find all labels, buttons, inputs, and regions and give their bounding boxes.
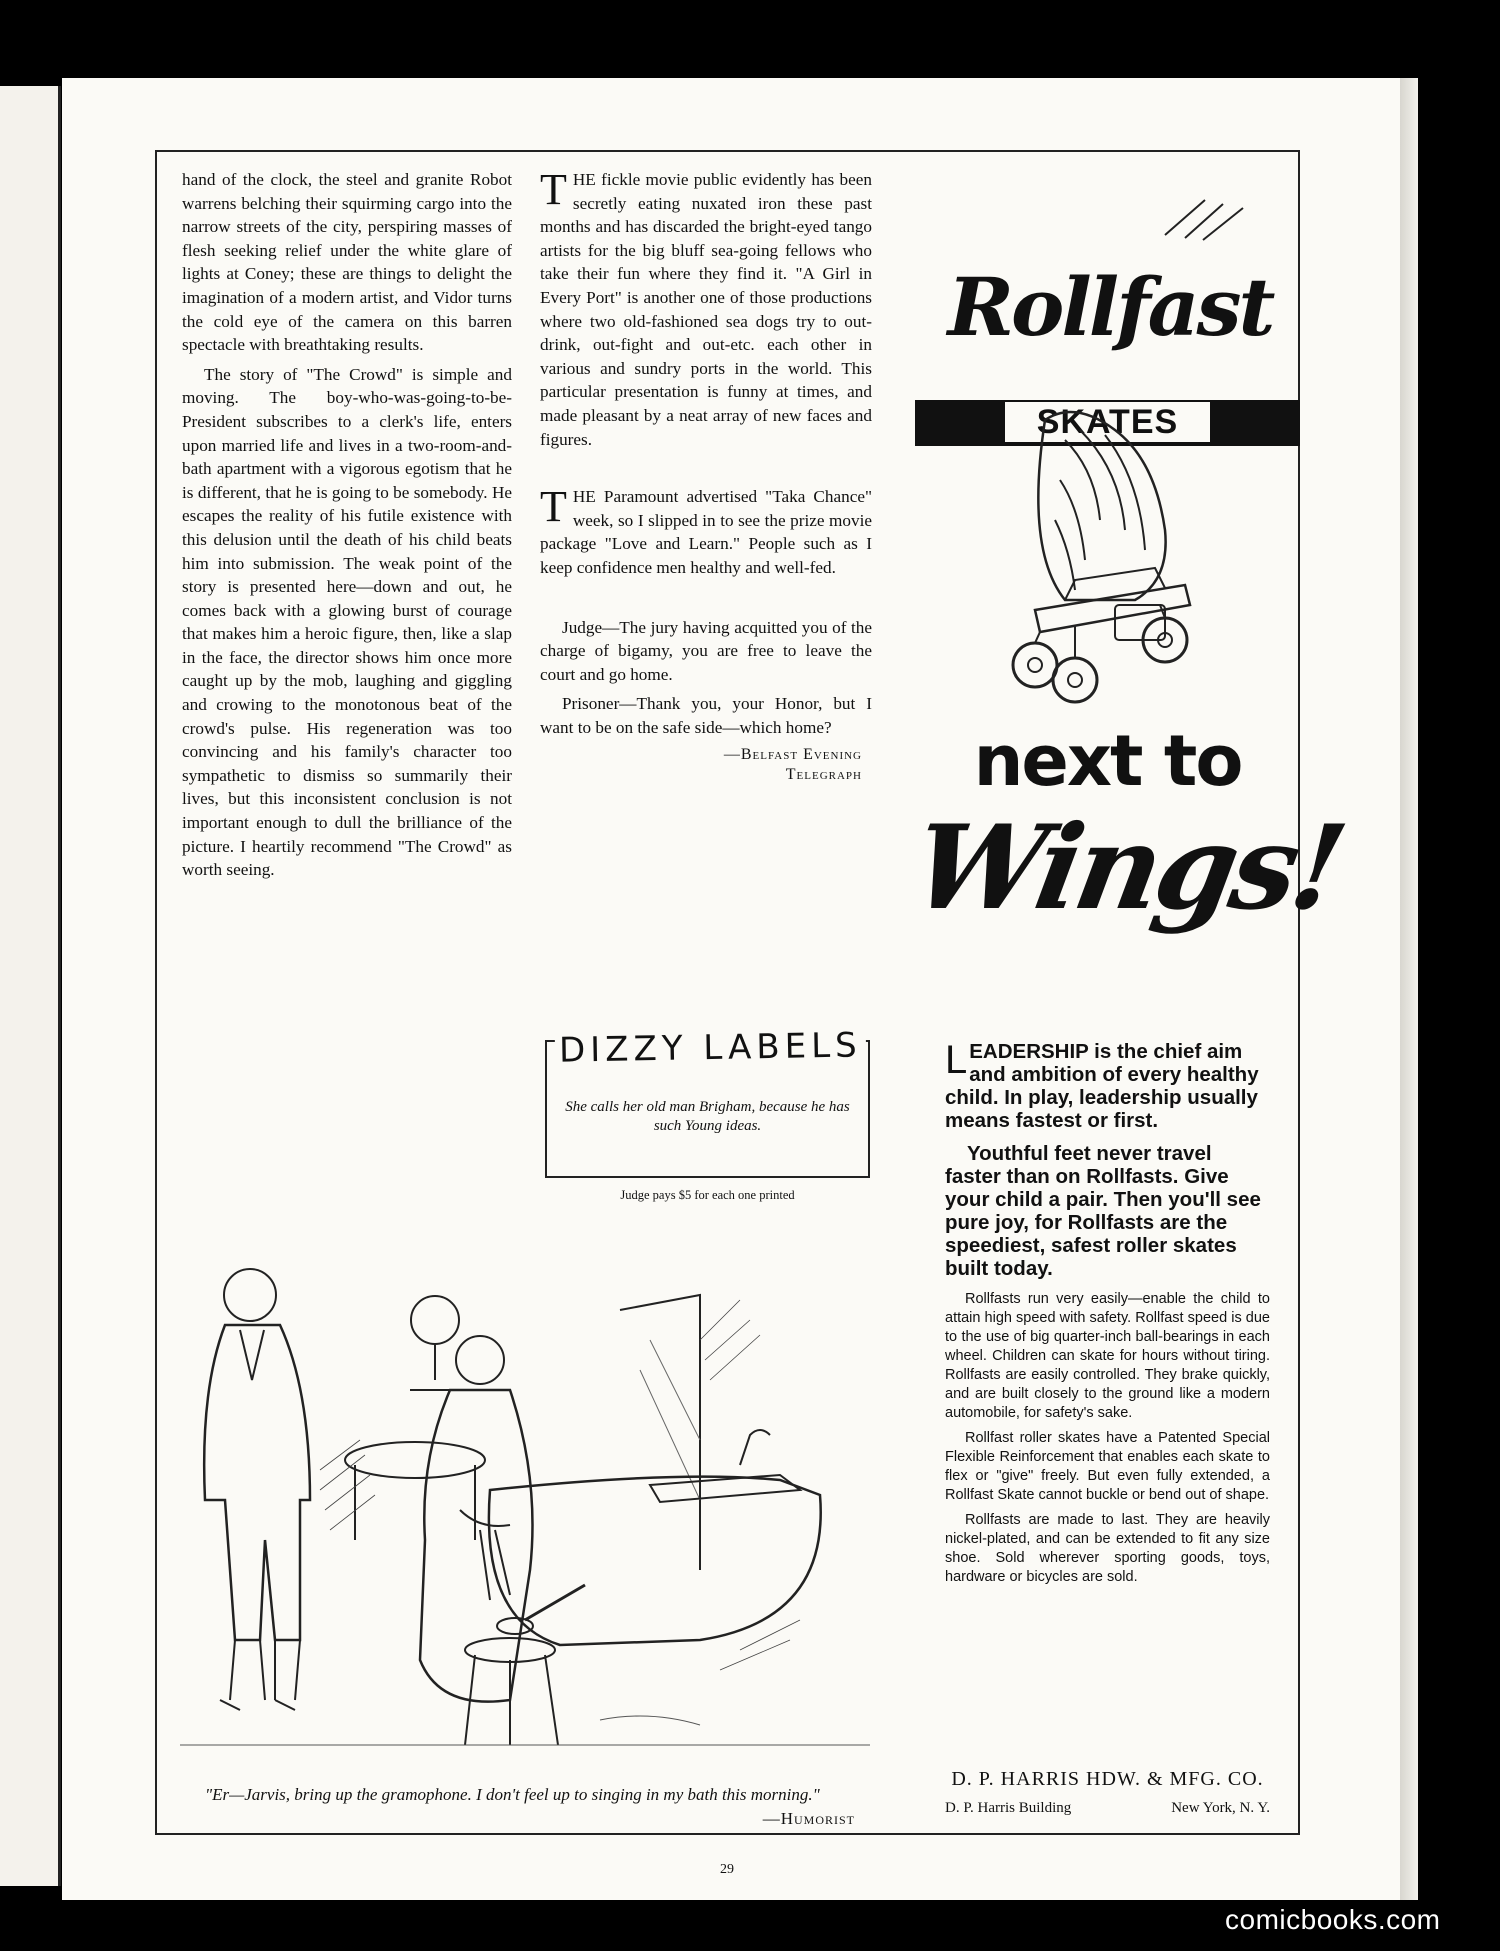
brand-logo: Rollfast [947,260,1273,354]
facing-page-edge [0,86,61,1886]
article-paragraph: hand of the clock, the steel and granite Robot warrens belching their squirming cargo into the narrow streets of the city, perspiring masses of flesh seeking relief under the white glare of lights at Coney; these are things to delight the imagination of a modern artist, and Vidor turns the cold eye of the camera on this barren spectacle with breathtaking results. [182,170,512,355]
dizzy-labels-title: DIZZY LABELS [555,1025,866,1070]
ad-lead-text: EADERSHIP is the chief aim and ambition of every healthy child. In play, leadership usually means fastest or first. [945,1040,1259,1132]
ad-headline-next-to: next to [973,720,1242,802]
article-column-2 [540,165,872,785]
dizzy-labels-text: She calls her old man Brigham, because he has such Young ideas. [565,1099,850,1134]
joke-credit-line: Telegraph [785,766,862,784]
cartoon-source: —Humorist [762,1809,855,1828]
ad-paragraph: Youthful feet never travel faster than on Rollfasts. Give your child a pair. Then you'll see pure joy, for Rollfasts are the speediest, safest roller skates built today. [945,1142,1261,1280]
page-number: 29 [720,1862,734,1877]
cartoon-caption-text: "Er—Jarvis, bring up the gramophone. I don't feel up to singing in my bath this morning." [205,1785,820,1804]
joke-line-judge: Judge—The jury having acquitted you of the charge of bigamy, you are free to leave the court and go home. [540,617,872,684]
site-watermark: comicbooks.com [1225,1904,1441,1935]
product-name: SKATES [1005,402,1210,442]
cartoon-caption [205,1783,855,1831]
joke-credit-line: —Belfast Evening [723,746,862,764]
article-column-1 [182,168,512,888]
dizzy-labels-box [545,1025,870,1178]
article-paragraph: The story of "The Crowd" is simple and moving. The boy-who-was-going-to-be-President subscribes to a clerk's life, enters upon married life and lives in a two-room-and-bath apartment with a vigorous egotism that he is different, that he is going to be somebody. He escapes the reality of his futile existence with this delusion until the death of his child beats him into submission. The weak point of the story is presented here—down and out, he comes back with a glowing burst of courage that makes him a heroic figure, then, like a slap in the face, the director shows him once more caught up by the mob, laughing and giggling and crowing to the monotonous beat of the crowd's pulse. His regeneration was too convincing and his family's character too sympathetic to dismiss so summarily their lives, but this inconsistent conclusion is not important enough to dull the brilliance of the picture. I heartily recommend "The Crowd" as worth seeing. [182,364,512,880]
bathroom-cartoon-illustration [180,1240,870,1770]
ad-body-copy [945,1040,1270,1593]
joke-credit [540,745,872,785]
page-right-edge [1400,78,1418,1900]
joke-block [540,616,872,786]
rollfast-advertisement [903,160,1351,1835]
ad-paragraph: Rollfasts run very easily—enable the child to attain high speed with safety. Rollfast speed is due to the use of big quarter-inch ball-bearings in each wheel. Children can skate for hours without tiring. Rollfasts are easily controlled. They brake quickly, and are built closely to the ground like a modern automobile, for safety's sake. [945,1291,1270,1421]
address-city: New York, N. Y. [1171,1800,1270,1816]
joke-line-prisoner: Prisoner—Thank you, your Honor, but I want to be on the safe side—which home? [540,694,872,737]
motion-lines-graphic [1145,190,1265,250]
ad-headline-wings: Wings! [903,800,1351,936]
address-building: D. P. Harris Building [945,1800,1072,1816]
ad-lead-dropcap: L [945,1038,968,1082]
manufacturer-address [945,1800,1270,1817]
manufacturer-name: D. P. HARRIS HDW. & MFG. CO. [951,1768,1264,1790]
ad-paragraph: Rollfasts are made to last. They are heavily nickel-plated, and can be extended to fit any size shoe. Sold wherever sporting goods, toys, hardware or bicycles are sold. [945,1512,1270,1585]
ad-paragraph: Rollfast roller skates have a Patented Special Flexible Reinforcement that enables each skate to flex or "give" freely. But even fully extended, a Rollfast Skate cannot buckle or bend out of shape. [945,1430,1270,1503]
ad-lead-paragraph [945,1040,1270,1132]
article-paragraph: THE Paramount advertised "Taka Chance" week, so I slipped in to see the prize movie package "Love and Learn." People such as I keep confidence men healthy and well-fed. [540,482,872,577]
article-paragraph: THE fickle movie public evidently has been secretly eating nuxated iron these past months and has discarded the bright-eyed tango artists for the big bluff sea-going fellows who take their fun where they find it. "A Girl in Every Port" is another one of those productions where two old-fashioned sea dogs try to out-drink, out-fight and out-etc. each other in various and sundry ports in the world. This particular presentation is funny at times, and made pleasant by a neat array of new faces and figures. [540,165,872,449]
dizzy-labels-note: Judge pays $5 for each one printed [620,1188,795,1202]
